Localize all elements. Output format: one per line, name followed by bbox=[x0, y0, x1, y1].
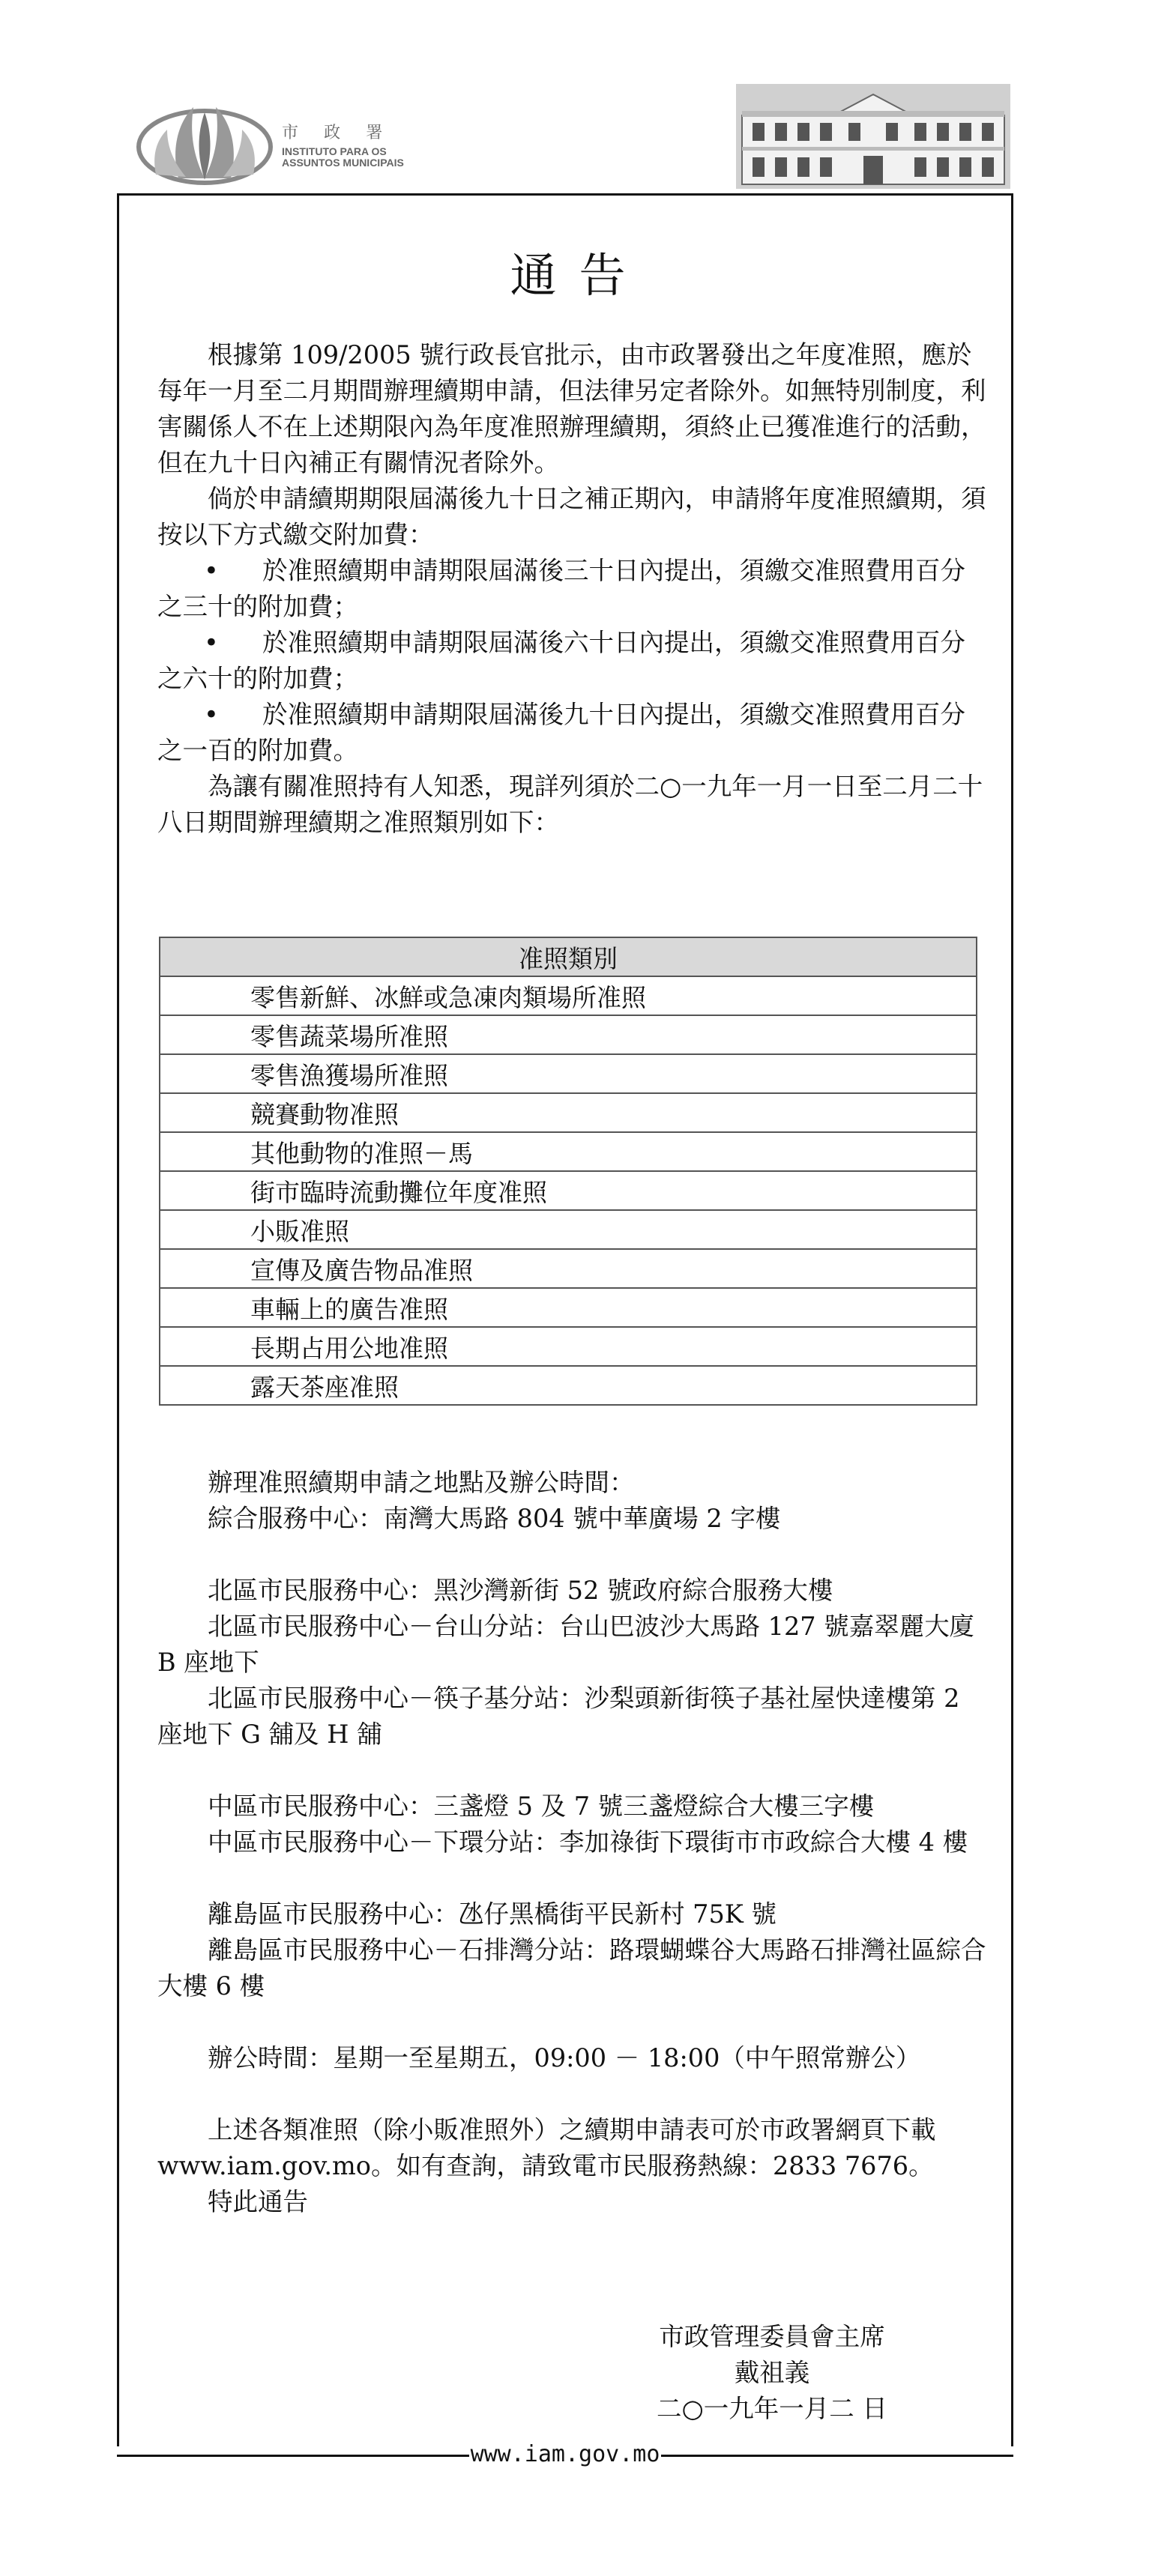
org-name bbox=[282, 120, 404, 169]
bullet-text: 於准照續期申請期限屆滿後九十日內提出，須繳交准照費用百分之一百的附加費。 bbox=[157, 700, 965, 765]
table-cell: 車輛上的廣告准照 bbox=[160, 1288, 977, 1327]
table-cell: 競賽動物准照 bbox=[160, 1093, 977, 1132]
table-cell: 零售新鮮、冰鮮或急凍肉類場所准照 bbox=[160, 976, 977, 1015]
notice-body bbox=[157, 337, 989, 841]
table-row bbox=[160, 1366, 977, 1405]
bullet-icon: • bbox=[204, 628, 219, 657]
location-middle: 中區市民服務中心：三盞燈 5 及 7 號三盞燈綜合大樓三字樓 bbox=[208, 1792, 875, 1821]
notice-title: 通告 bbox=[510, 248, 648, 303]
table-cell: 其他動物的准照－馬 bbox=[160, 1132, 977, 1171]
table-cell: 小販准照 bbox=[160, 1210, 977, 1249]
table-cell: 街市臨時流動攤位年度准照 bbox=[160, 1171, 977, 1210]
table-row bbox=[160, 1327, 977, 1366]
bullet-icon: • bbox=[204, 700, 219, 729]
locations-section bbox=[157, 1465, 989, 2220]
table-header-row bbox=[160, 937, 977, 976]
bullet-text: 於准照續期申請期限屆滿後六十日內提出，須繳交准照費用百分之六十的附加費； bbox=[157, 628, 965, 693]
table-row bbox=[160, 1210, 977, 1249]
page-footer bbox=[117, 2440, 1013, 2470]
table-row bbox=[160, 1093, 977, 1132]
location-islands: 離島區市民服務中心－石排灣分站：路環蝴蝶谷大馬路石排灣社區綜合大樓 6 樓 bbox=[157, 1935, 986, 2001]
iam-logo-icon bbox=[133, 96, 276, 186]
location-middle: 中區市民服務中心－下環分站：李加祿街下環街市市政綜合大樓 4 樓 bbox=[208, 1827, 968, 1857]
location-islands: 離島區市民服務中心：氹仔黑橋街平民新村 75K 號 bbox=[208, 1899, 776, 1929]
signature-date: 二○一九年一月二 日 bbox=[657, 2394, 887, 2423]
spacer bbox=[157, 1753, 989, 1789]
footer-url[interactable]: www.iam.gov.mo bbox=[470, 2441, 660, 2467]
table-row bbox=[160, 1249, 977, 1288]
table-row bbox=[160, 1015, 977, 1054]
paragraph-authority: 根據第 109/2005 號行政長官批示，由市政署發出之年度准照，應於每年一月至二月期間辦理續期申請，但法律另定者除外。如無特別制度，利害關係人不在上述期限內為年度准照辦理續期，須終止已獲准進行的活動，但在九十日內補正有關情況者除外。 bbox=[157, 340, 986, 477]
location-north: 北區市民服務中心：黑沙灣新街 52 號政府綜合服務大樓 bbox=[208, 1576, 833, 1605]
bullet-item bbox=[157, 697, 989, 769]
page-header bbox=[0, 0, 1158, 195]
signer-name: 戴祖義 bbox=[734, 2358, 810, 2387]
table-row bbox=[160, 1171, 977, 1210]
org-name-pt-line1: INSTITUTO PARA OS bbox=[282, 145, 387, 157]
signer-position: 市政管理委員會主席 bbox=[659, 2322, 885, 2351]
municipal-building-icon bbox=[736, 84, 1010, 189]
license-table bbox=[159, 937, 977, 1406]
paragraph-surcharge: 倘於申請續期期限屆滿後九十日之補正期內，申請將年度准照續期，須按以下方式繳交附加費： bbox=[157, 484, 986, 549]
table-cell: 零售漁獲場所准照 bbox=[160, 1054, 977, 1093]
table-header: 准照類別 bbox=[160, 937, 977, 976]
org-name-zh: 市 政 署 bbox=[282, 123, 393, 142]
spacer bbox=[157, 2004, 989, 2040]
spacer bbox=[157, 1860, 989, 1896]
paragraph-list-intro: 為讓有關准照持有人知悉，現詳列須於二○一九年一月一日至二月二十八日期間辦理續期之准照類別如下： bbox=[157, 772, 983, 837]
spacer bbox=[157, 2076, 989, 2112]
org-name-pt-line2: ASSUNTOS MUNICIPAIS bbox=[282, 157, 404, 169]
download-info: 上述各類准照（除小販准照外）之續期申請表可於市政署網頁下載 www.iam.gov.mo。如有查詢，請致電市民服務熱線：2833 7676。 bbox=[157, 2115, 936, 2180]
table-row bbox=[160, 1288, 977, 1327]
org-name-pt bbox=[282, 146, 404, 169]
bullet-item bbox=[157, 625, 989, 697]
location-central: 綜合服務中心：南灣大馬路 804 號中華廣場 2 字樓 bbox=[208, 1504, 781, 1533]
table-cell: 長期占用公地准照 bbox=[160, 1327, 977, 1366]
bullet-text: 於准照續期申請期限屆滿後三十日內提出，須繳交准照費用百分之三十的附加費； bbox=[157, 556, 965, 621]
locations-intro: 辦理准照續期申請之地點及辦公時間： bbox=[208, 1468, 635, 1497]
bullet-item bbox=[157, 553, 989, 625]
table-cell: 宣傳及廣告物品准照 bbox=[160, 1249, 977, 1288]
location-north: 北區市民服務中心－筷子基分站：沙梨頭新街筷子基社屋快達樓第 2 座地下 G 舖及 H 舖 bbox=[157, 1684, 960, 1749]
table-row bbox=[160, 1054, 977, 1093]
table-cell: 零售蔬菜場所准照 bbox=[160, 1015, 977, 1054]
table-row bbox=[160, 976, 977, 1015]
signature-block bbox=[585, 2319, 959, 2427]
spacer bbox=[157, 1537, 989, 1573]
bullet-icon: • bbox=[204, 556, 219, 585]
table-cell: 露天茶座准照 bbox=[160, 1366, 977, 1405]
table-row bbox=[160, 1132, 977, 1171]
office-hours: 辦公時間：星期一至星期五，09:00 － 18:00（中午照常辦公） bbox=[208, 2043, 921, 2072]
location-north: 北區市民服務中心－台山分站：台山巴波沙大馬路 127 號嘉翠麗大廈 B 座地下 bbox=[157, 1612, 975, 1677]
closing-line: 特此通告 bbox=[208, 2187, 308, 2216]
